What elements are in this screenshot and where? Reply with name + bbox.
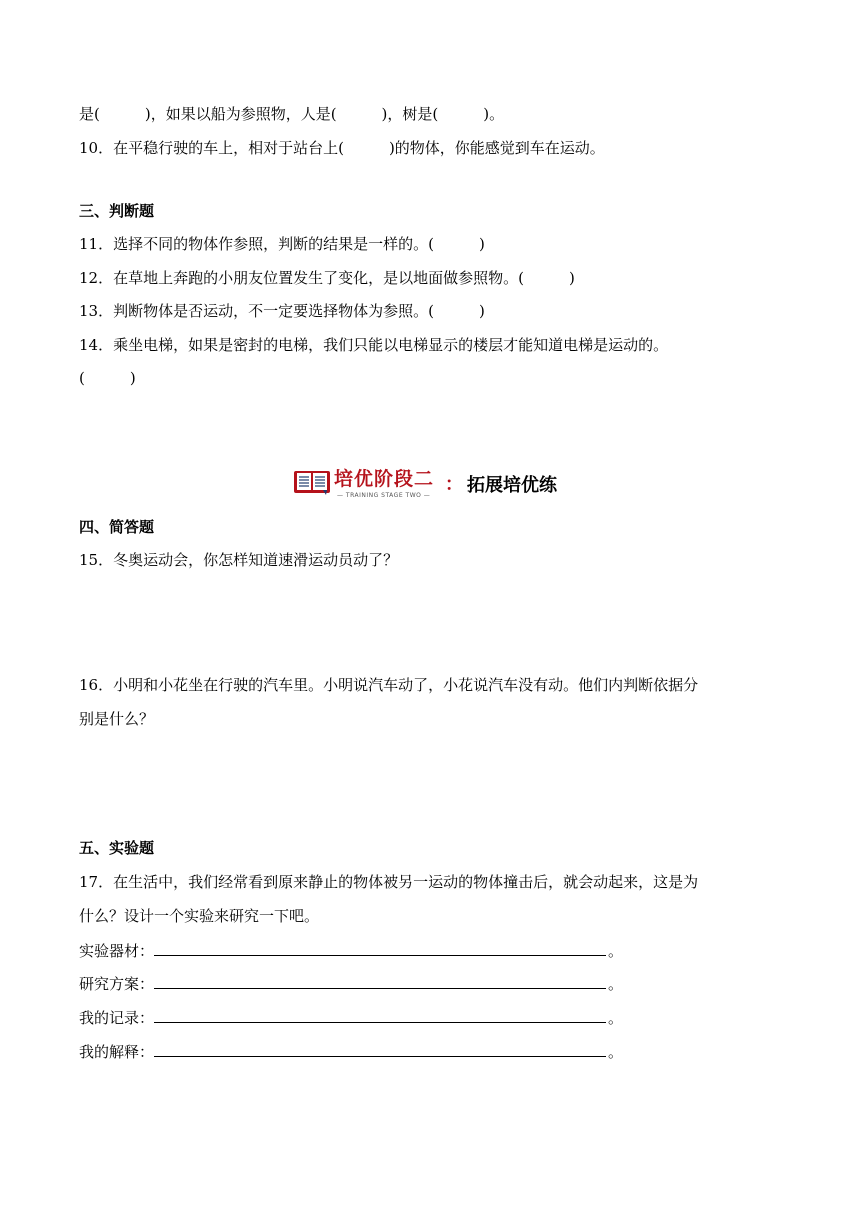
field-label: 我的记录：	[79, 1009, 155, 1027]
question-17-line-1: 17．在生活中，我们经常看到原来静止的物体被另一运动的物体撞击后，就会动起来，这是为	[79, 873, 699, 891]
stage-subtitle: — TRAINING STAGE TWO —	[337, 492, 431, 499]
field-end: 。	[608, 1043, 624, 1061]
answer-line[interactable]	[154, 1041, 606, 1057]
question-11: 11．选择不同的物体作参照，判断的结果是一样的。( )	[79, 235, 485, 253]
field-end: 。	[608, 1009, 624, 1027]
field-end: 。	[608, 942, 624, 960]
answer-line[interactable]	[154, 1007, 606, 1023]
question-14-bracket: ( )	[79, 369, 136, 387]
question-9-continued: 是( )，如果以船为参照物，人是( )，树是( )。	[79, 105, 505, 123]
question-10: 10．在平稳行驶的车上，相对于站台上( )的物体，你能感觉到车在运动。	[79, 139, 605, 157]
field-record	[79, 1007, 623, 1028]
answer-line[interactable]	[154, 940, 606, 956]
field-label: 实验器材：	[79, 942, 155, 960]
question-16-line-1: 16．小明和小花坐在行驶的汽车里。小明说汽车动了，小花说汽车没有动。他们内判断依据分	[79, 676, 699, 694]
question-15: 15．冬奥运动会，你怎样知道速滑运动员动了？	[79, 551, 399, 569]
section-5-title: 五、实验题	[79, 839, 155, 857]
section-3-title: 三、判断题	[79, 202, 155, 220]
field-materials	[79, 940, 623, 961]
question-17-line-2: 什么？设计一个实验来研究一下吧。	[79, 907, 320, 925]
stage-title: 培优阶段二	[334, 468, 435, 490]
question-12: 12．在草地上奔跑的小朋友位置发生了变化，是以地面做参照物。( )	[79, 269, 575, 287]
stage-banner	[293, 466, 583, 500]
field-end: 。	[608, 975, 624, 993]
question-13: 13．判断物体是否运动，不一定要选择物体为参照。( )	[79, 302, 485, 320]
question-14: 14．乘坐电梯，如果是密封的电梯，我们只能以电梯显示的楼层才能知道电梯是运动的。	[79, 336, 669, 354]
stage-colon: ：	[445, 474, 463, 495]
field-explanation	[79, 1041, 623, 1062]
stage-suffix: 拓展培优练	[467, 475, 557, 496]
answer-line[interactable]	[154, 973, 606, 989]
section-4-title: 四、简答题	[79, 518, 155, 536]
field-plan	[79, 973, 623, 994]
field-label: 我的解释：	[79, 1043, 155, 1061]
question-16-line-2: 别是什么？	[79, 710, 155, 728]
field-label: 研究方案：	[79, 975, 155, 993]
book-icon	[293, 468, 331, 496]
